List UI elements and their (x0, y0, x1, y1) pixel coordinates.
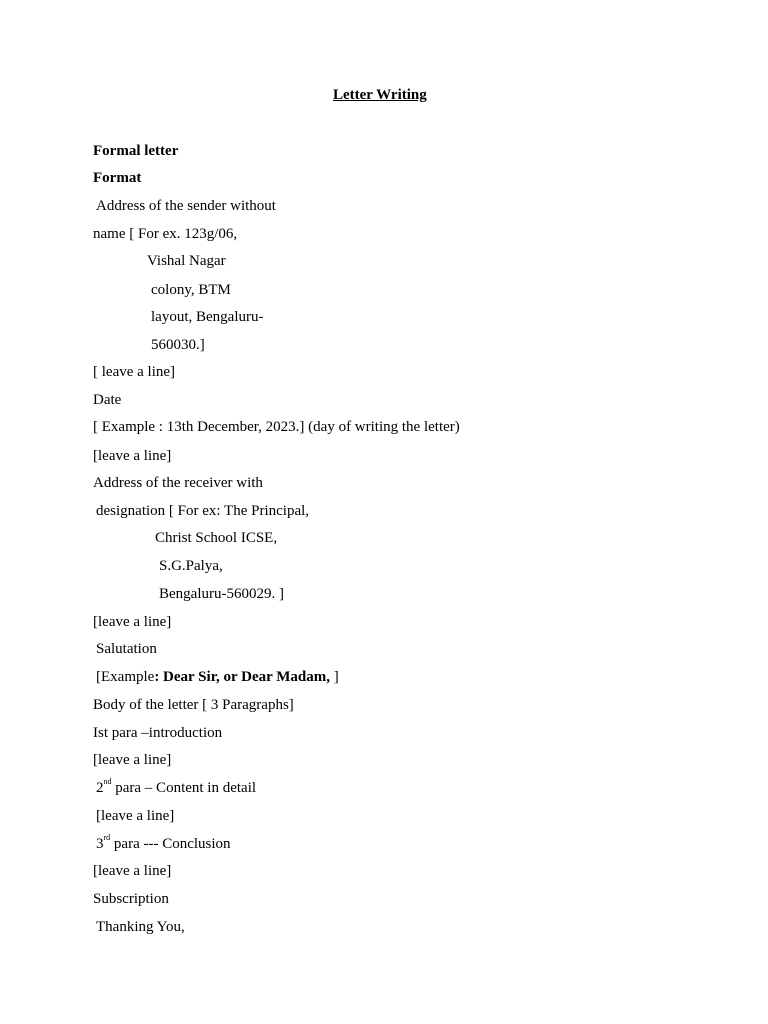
receiver-line-3: Christ School ICSE, (155, 530, 278, 546)
sender-line-1: Address of the sender without (96, 198, 276, 214)
leave-line-5: [leave a line] (96, 808, 175, 824)
salutation-example-bold: : Dear Sir, or Dear Madam, (154, 669, 330, 685)
leave-line-6: [leave a line] (93, 863, 172, 879)
leave-line-4: [leave a line] (93, 752, 172, 768)
leave-line-1: [ leave a line] (93, 364, 176, 380)
subscription-label: Subscription (93, 891, 169, 907)
para-3 (96, 835, 231, 853)
salutation-example-prefix: [Example (96, 669, 155, 685)
heading-format: Format (93, 170, 142, 186)
body-label: Body of the letter [ 3 Paragraphs] (93, 697, 294, 713)
leave-line-2: [leave a line] (93, 448, 172, 464)
para-1: Ist para –introduction (93, 725, 223, 741)
para-2 (96, 779, 256, 797)
para-3-number: 3 (96, 836, 104, 852)
salutation-label: Salutation (96, 641, 157, 657)
sender-line-2: name [ For ex. 123g/06, (93, 226, 238, 242)
para-2-text: para – Content in detail (111, 780, 257, 796)
thanking-line: Thanking You, (96, 919, 185, 935)
receiver-line-1: Address of the receiver with (93, 475, 263, 491)
salutation-example (96, 668, 339, 686)
salutation-example-suffix: ] (329, 669, 339, 685)
para-2-number: 2 (96, 780, 104, 796)
receiver-line-2: designation [ For ex: The Principal, (96, 503, 310, 519)
date-example: [ Example : 13th December, 2023.] (day of writing the letter) (93, 419, 460, 435)
para-2-suffix: nd (103, 777, 112, 786)
page-title: Letter Writing (333, 87, 427, 103)
receiver-line-4: S.G.Palya, (159, 558, 223, 574)
para-3-suffix: rd (103, 833, 111, 842)
sender-line-4: colony, BTM (151, 282, 231, 298)
date-label: Date (93, 392, 122, 408)
sender-line-3: Vishal Nagar (147, 253, 226, 269)
heading-formal-letter: Formal letter (93, 143, 179, 159)
para-3-text: para --- Conclusion (110, 836, 231, 852)
leave-line-3: [leave a line] (93, 614, 172, 630)
sender-line-5: layout, Bengaluru- (151, 309, 264, 325)
sender-line-6: 560030.] (151, 337, 205, 353)
receiver-line-5: Bengaluru-560029. ] (159, 586, 284, 602)
